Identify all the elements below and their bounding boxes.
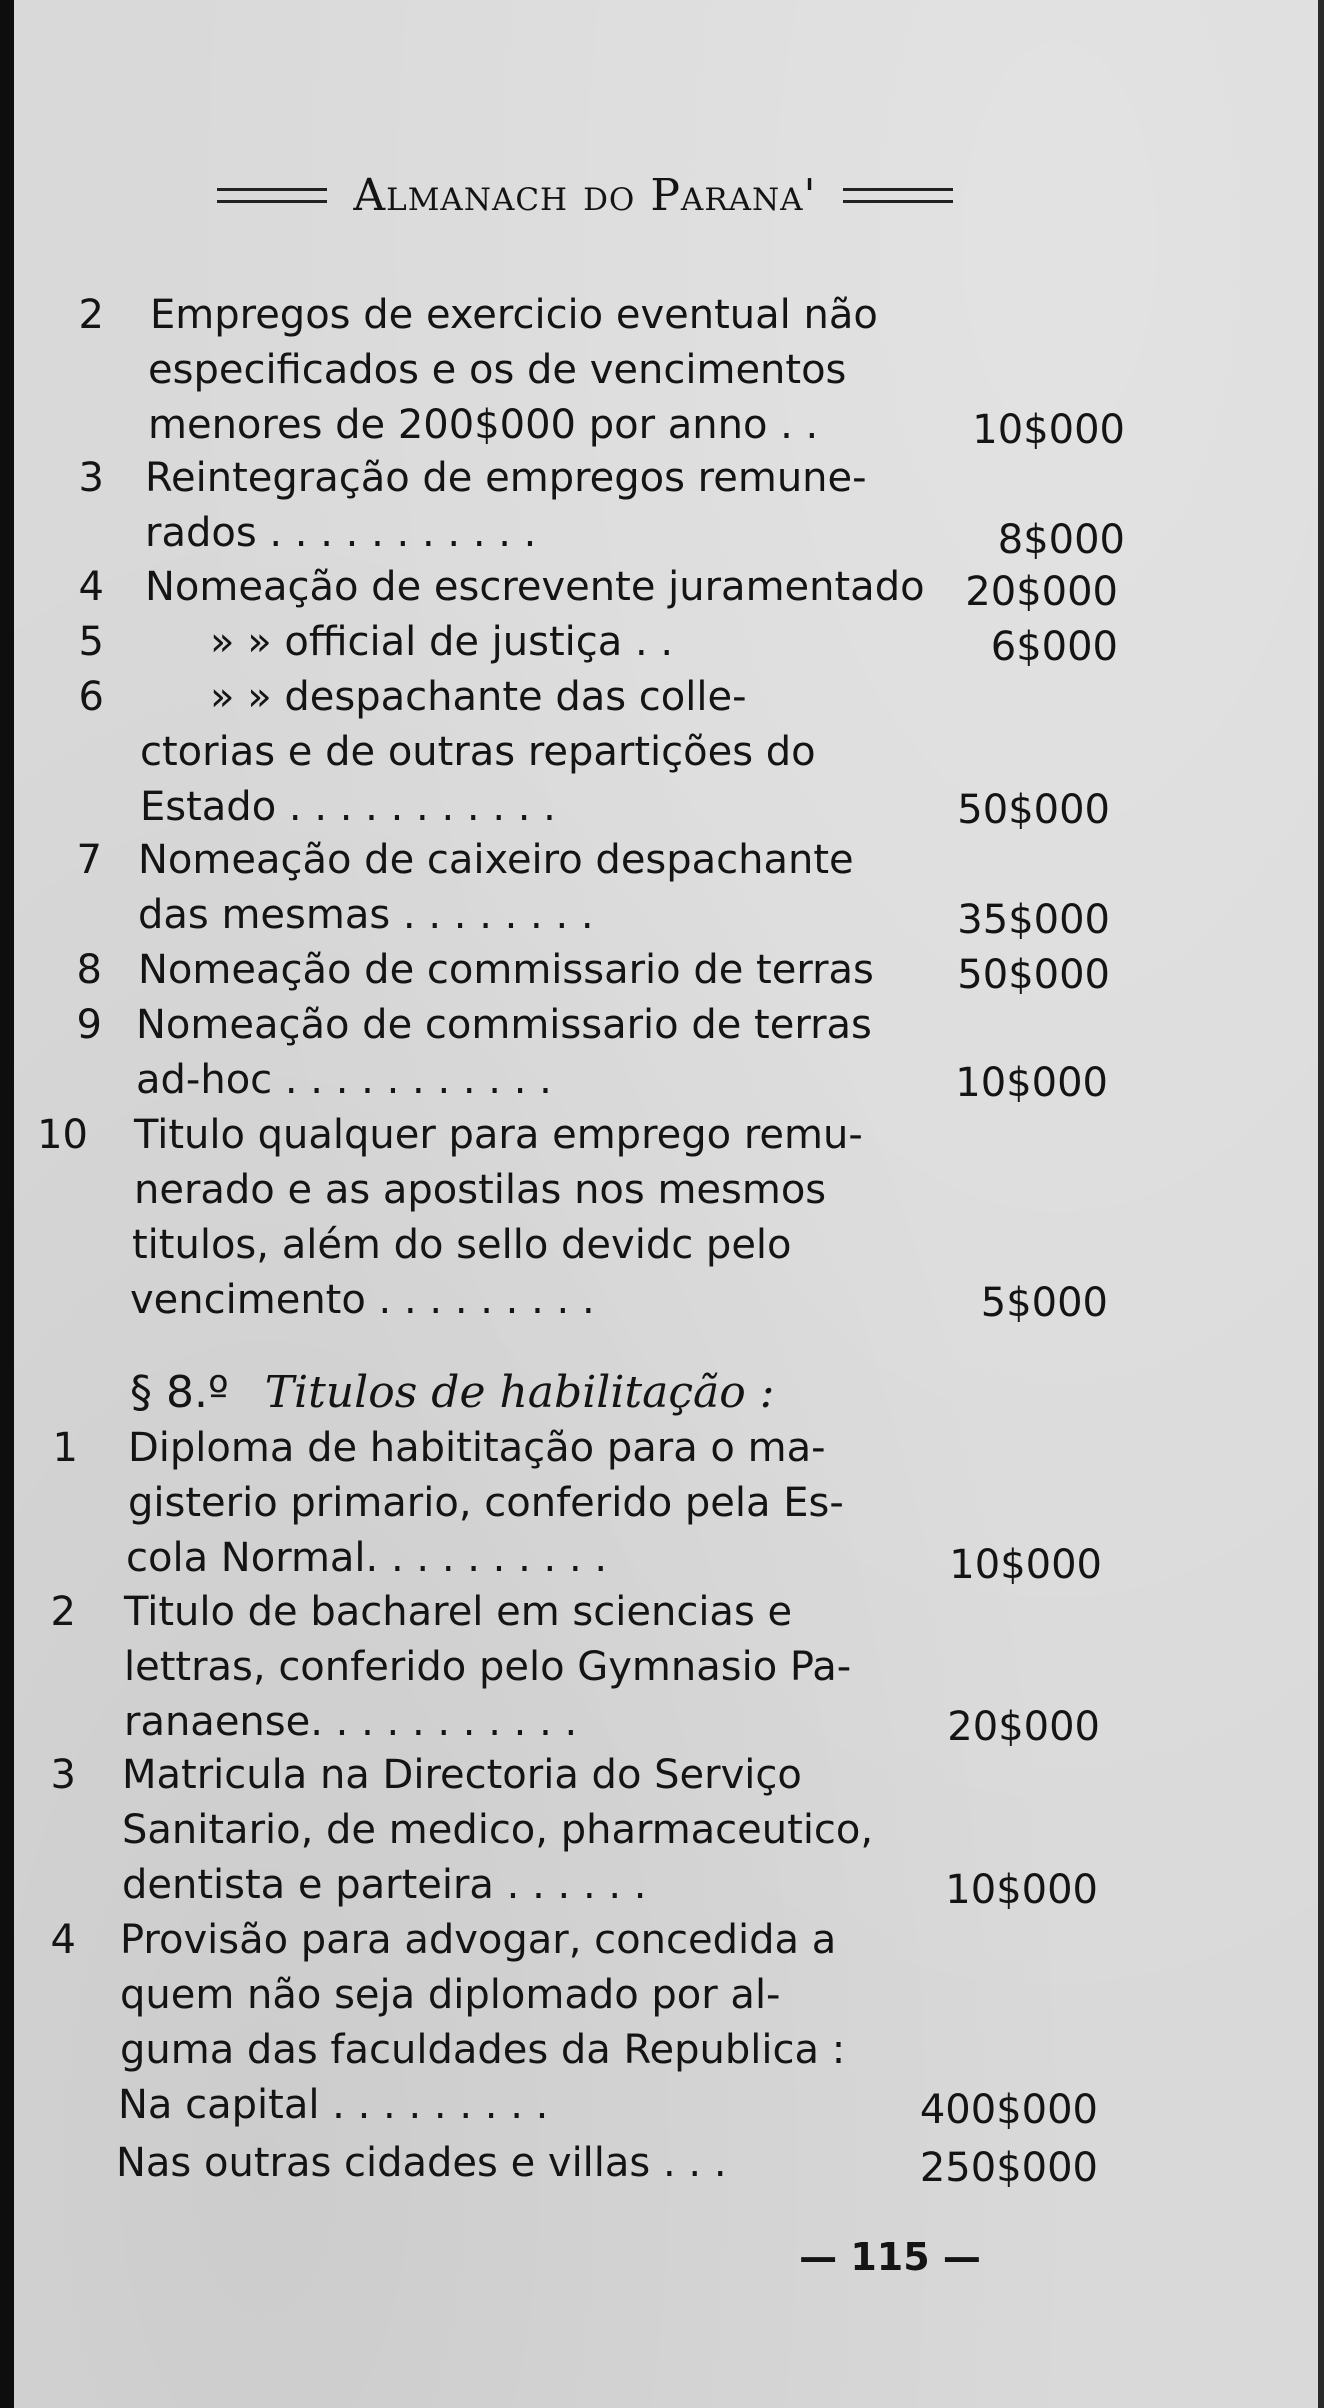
subitem-amount: 400$000 [919,2087,1098,2133]
entry-line: das mesmas . . . . . . . . [138,892,594,938]
entry-amount: 20$000 [947,1704,1100,1750]
header-title: Almanach do Parana' [353,170,817,221]
entry-amount: 6$000 [990,624,1118,670]
entry-amount: 10$000 [972,407,1125,453]
entry-amount: 20$000 [965,569,1118,615]
entry-line: menores de 200$000 por anno . . [148,402,819,448]
entry-line: Nomeação de commissario de terras [138,947,874,993]
subitem-label: Nas outras cidades e villas . . . [116,2140,727,2186]
entry-number: 7 [76,837,102,883]
entry-number: 2 [50,1589,76,1635]
entry-line: ranaense. . . . . . . . . . . [124,1699,578,1745]
entry-line: Titulo qualquer para emprego remu- [134,1112,863,1158]
entry-amount: 8$000 [997,517,1125,563]
entry-line: Reintegração de empregos remune- [145,455,867,501]
entry-amount: 10$000 [949,1542,1102,1588]
entry-line: guma das faculdades da Republica : [120,2027,846,2073]
entry-line: especificados e os de vencimentos [148,347,847,393]
entry-number: 9 [76,1002,102,1048]
section-title: Titulos de habilitação : [264,1367,775,1418]
subitem-label: Na capital . . . . . . . . . [118,2082,549,2128]
entry-line: Titulo de bacharel em sciencias e [124,1589,793,1635]
entry-number: 3 [78,455,104,501]
entry-number: 10 [37,1112,88,1158]
entry-line: nerado e as apostilas nos mesmos [134,1167,827,1213]
entry-line: cola Normal. . . . . . . . . . [126,1535,608,1581]
entry-line: vencimento . . . . . . . . . [130,1277,595,1323]
subitem-amount: 250$000 [919,2145,1098,2191]
section-prefix: § 8.º [130,1367,229,1418]
entry-line: gisterio primario, conferido pela Es- [128,1480,844,1526]
entry-line: dentista e parteira . . . . . . [122,1862,647,1908]
entry-line: titulos, além do sello devidc pelo [132,1222,792,1268]
page-number: — 115 — [799,2235,981,2279]
entry-line: » » official de justiça . . [210,619,674,665]
entry-line: Nomeação de escrevente juramentado [145,564,925,610]
header-rule-left [217,188,327,203]
entry-number: 5 [78,619,104,665]
entry-amount: 10$000 [955,1060,1108,1106]
entry-number: 4 [50,1917,76,1963]
entry-line: ad-hoc . . . . . . . . . . . [136,1057,552,1103]
entry-line: Estado . . . . . . . . . . . [140,784,556,830]
entry-number: 1 [52,1425,78,1471]
entry-line: Nomeação de caixeiro despachante [138,837,854,883]
entry-amount: 50$000 [957,952,1110,998]
entry-number: 6 [78,674,104,720]
entry-line: ctorias e de outras repartições do [140,729,816,775]
entry-line: » » despachante das colle- [210,674,747,720]
section-heading [130,1365,775,1421]
running-header [200,170,970,221]
entry-number: 8 [76,947,102,993]
entry-line: Nomeação de commissario de terras [136,1002,872,1048]
entry-number: 3 [50,1752,76,1798]
entry-line: quem não seja diplomado por al- [120,1972,781,2018]
header-rule-right [843,188,953,203]
entry-line: Matricula na Directoria do Serviço [122,1752,802,1798]
entry-line: Sanitario, de medico, pharmaceutico, [122,1807,874,1853]
entry-amount: 5$000 [980,1280,1108,1326]
entry-line: rados . . . . . . . . . . . [145,510,537,556]
entry-number: 4 [78,564,104,610]
entry-amount: 35$000 [957,897,1110,943]
entry-number: 2 [78,292,104,338]
entry-amount: 10$000 [945,1867,1098,1913]
entry-line: Empregos de exercicio eventual não [150,292,878,338]
entry-line: lettras, conferido pelo Gymnasio Pa- [124,1644,852,1690]
page-left-edge [0,0,14,2408]
entry-amount: 50$000 [957,787,1110,833]
entry-line: Provisão para advogar, concedida a [120,1917,837,1963]
page-right-edge [1318,0,1324,2408]
entry-line: Diploma de habititação para o ma- [128,1425,826,1471]
